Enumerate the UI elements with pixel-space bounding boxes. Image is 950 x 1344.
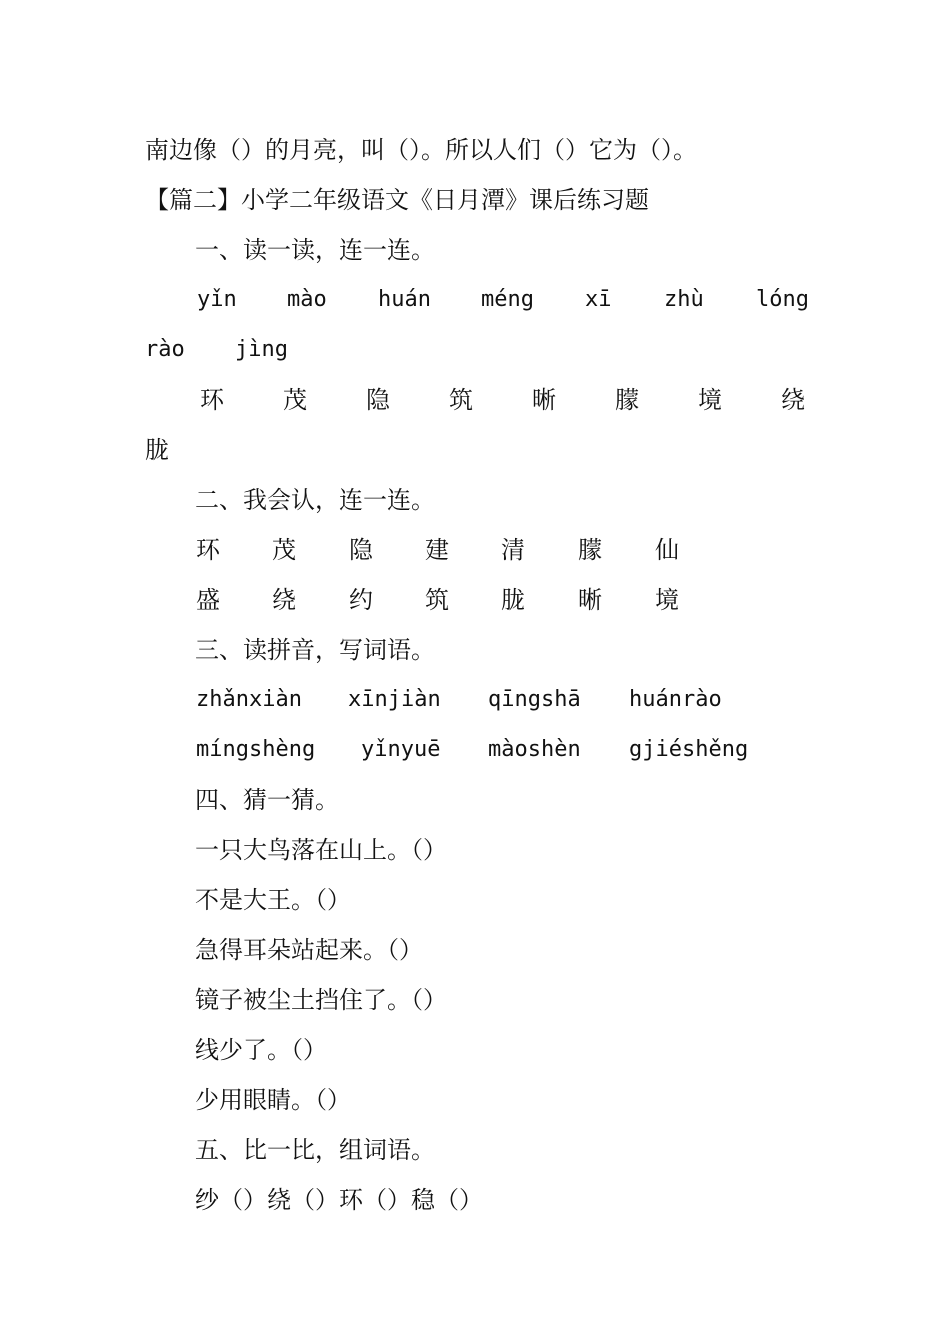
s2-row-1 [0, 530, 950, 570]
section-5-title: 五、比一比，组词语。 [195, 1136, 435, 1164]
char-item: 环 [196, 536, 220, 564]
s1-pinyin-row-2 [0, 330, 950, 370]
article-heading: 【篇二】小学二年级语文《日月潭》课后练习题 [145, 186, 649, 214]
char-item: 胧 [501, 586, 525, 614]
char-item: 约 [349, 586, 373, 614]
char-item: 境 [698, 386, 722, 414]
pinyin-item: huánrào [629, 687, 722, 712]
section-4-title: 四、猜一猜。 [195, 786, 339, 814]
pinyin-item: zhǎnxiàn [196, 687, 302, 712]
s3-row-2 [0, 730, 950, 770]
compare-row: 纱（）绕（）环（）稳（） [195, 1186, 483, 1214]
pinyin-item: yǐnyuē [361, 737, 441, 762]
char-item: 茂 [272, 536, 296, 564]
s2-row-2 [0, 580, 950, 620]
char-item: 清 [501, 536, 525, 564]
section-3-title: 三、读拼音，写词语。 [195, 636, 435, 664]
riddle-5: 线少了。（） [195, 1036, 327, 1064]
pinyin-item: xī [585, 287, 612, 312]
pinyin-item: jìng [235, 337, 288, 362]
char-item: 晰 [578, 586, 602, 614]
pinyin-item: màoshèn [488, 737, 581, 762]
char-item: 隐 [349, 536, 373, 564]
char-item: 隐 [366, 386, 390, 414]
riddle-1: 一只大鸟落在山上。（） [195, 836, 447, 864]
char-item: 晰 [532, 386, 556, 414]
pinyin-item: zhù [664, 287, 704, 312]
char-item: 茂 [283, 386, 307, 414]
pinyin-item: mào [287, 287, 327, 312]
s1-chars-row-2 [0, 430, 950, 470]
riddle-2: 不是大王。（） [195, 886, 351, 914]
pinyin-item: míngshèng [196, 737, 316, 762]
char-item: 朦 [615, 386, 639, 414]
char-item: 建 [425, 536, 449, 564]
section-1-title: 一、读一读，连一连。 [195, 236, 435, 264]
pinyin-item: lóng [756, 287, 809, 312]
pinyin-item: rào [145, 337, 185, 362]
char-item: 绕 [781, 386, 805, 414]
riddle-3: 急得耳朵站起来。（） [195, 936, 423, 964]
riddle-6: 少用眼睛。（） [195, 1086, 351, 1114]
char-item: 筑 [425, 586, 449, 614]
char-item: 境 [655, 586, 679, 614]
pinyin-item: gjiéshěng [629, 737, 749, 762]
char-item: 朦 [578, 536, 602, 564]
s3-row-1 [0, 680, 950, 720]
intro-line: 南边像（）的月亮，叫（）。所以人们（）它为（）。 [145, 136, 697, 164]
s1-chars-row-1 [0, 380, 950, 420]
pinyin-item: méng [481, 287, 534, 312]
pinyin-item: yǐn [197, 287, 237, 312]
pinyin-item: xīnjiàn [348, 687, 441, 712]
pinyin-item: huán [378, 287, 431, 312]
char-item: 仙 [655, 536, 679, 564]
char-item: 胧 [145, 436, 169, 464]
section-2-title: 二、我会认，连一连。 [195, 486, 435, 514]
riddle-4: 镜子被尘土挡住了。（） [195, 986, 447, 1014]
pinyin-item: qīngshā [488, 687, 581, 712]
char-item: 环 [200, 386, 224, 414]
char-item: 绕 [272, 586, 296, 614]
char-item: 盛 [196, 586, 220, 614]
char-item: 筑 [449, 386, 473, 414]
s1-pinyin-row-1 [0, 280, 950, 320]
